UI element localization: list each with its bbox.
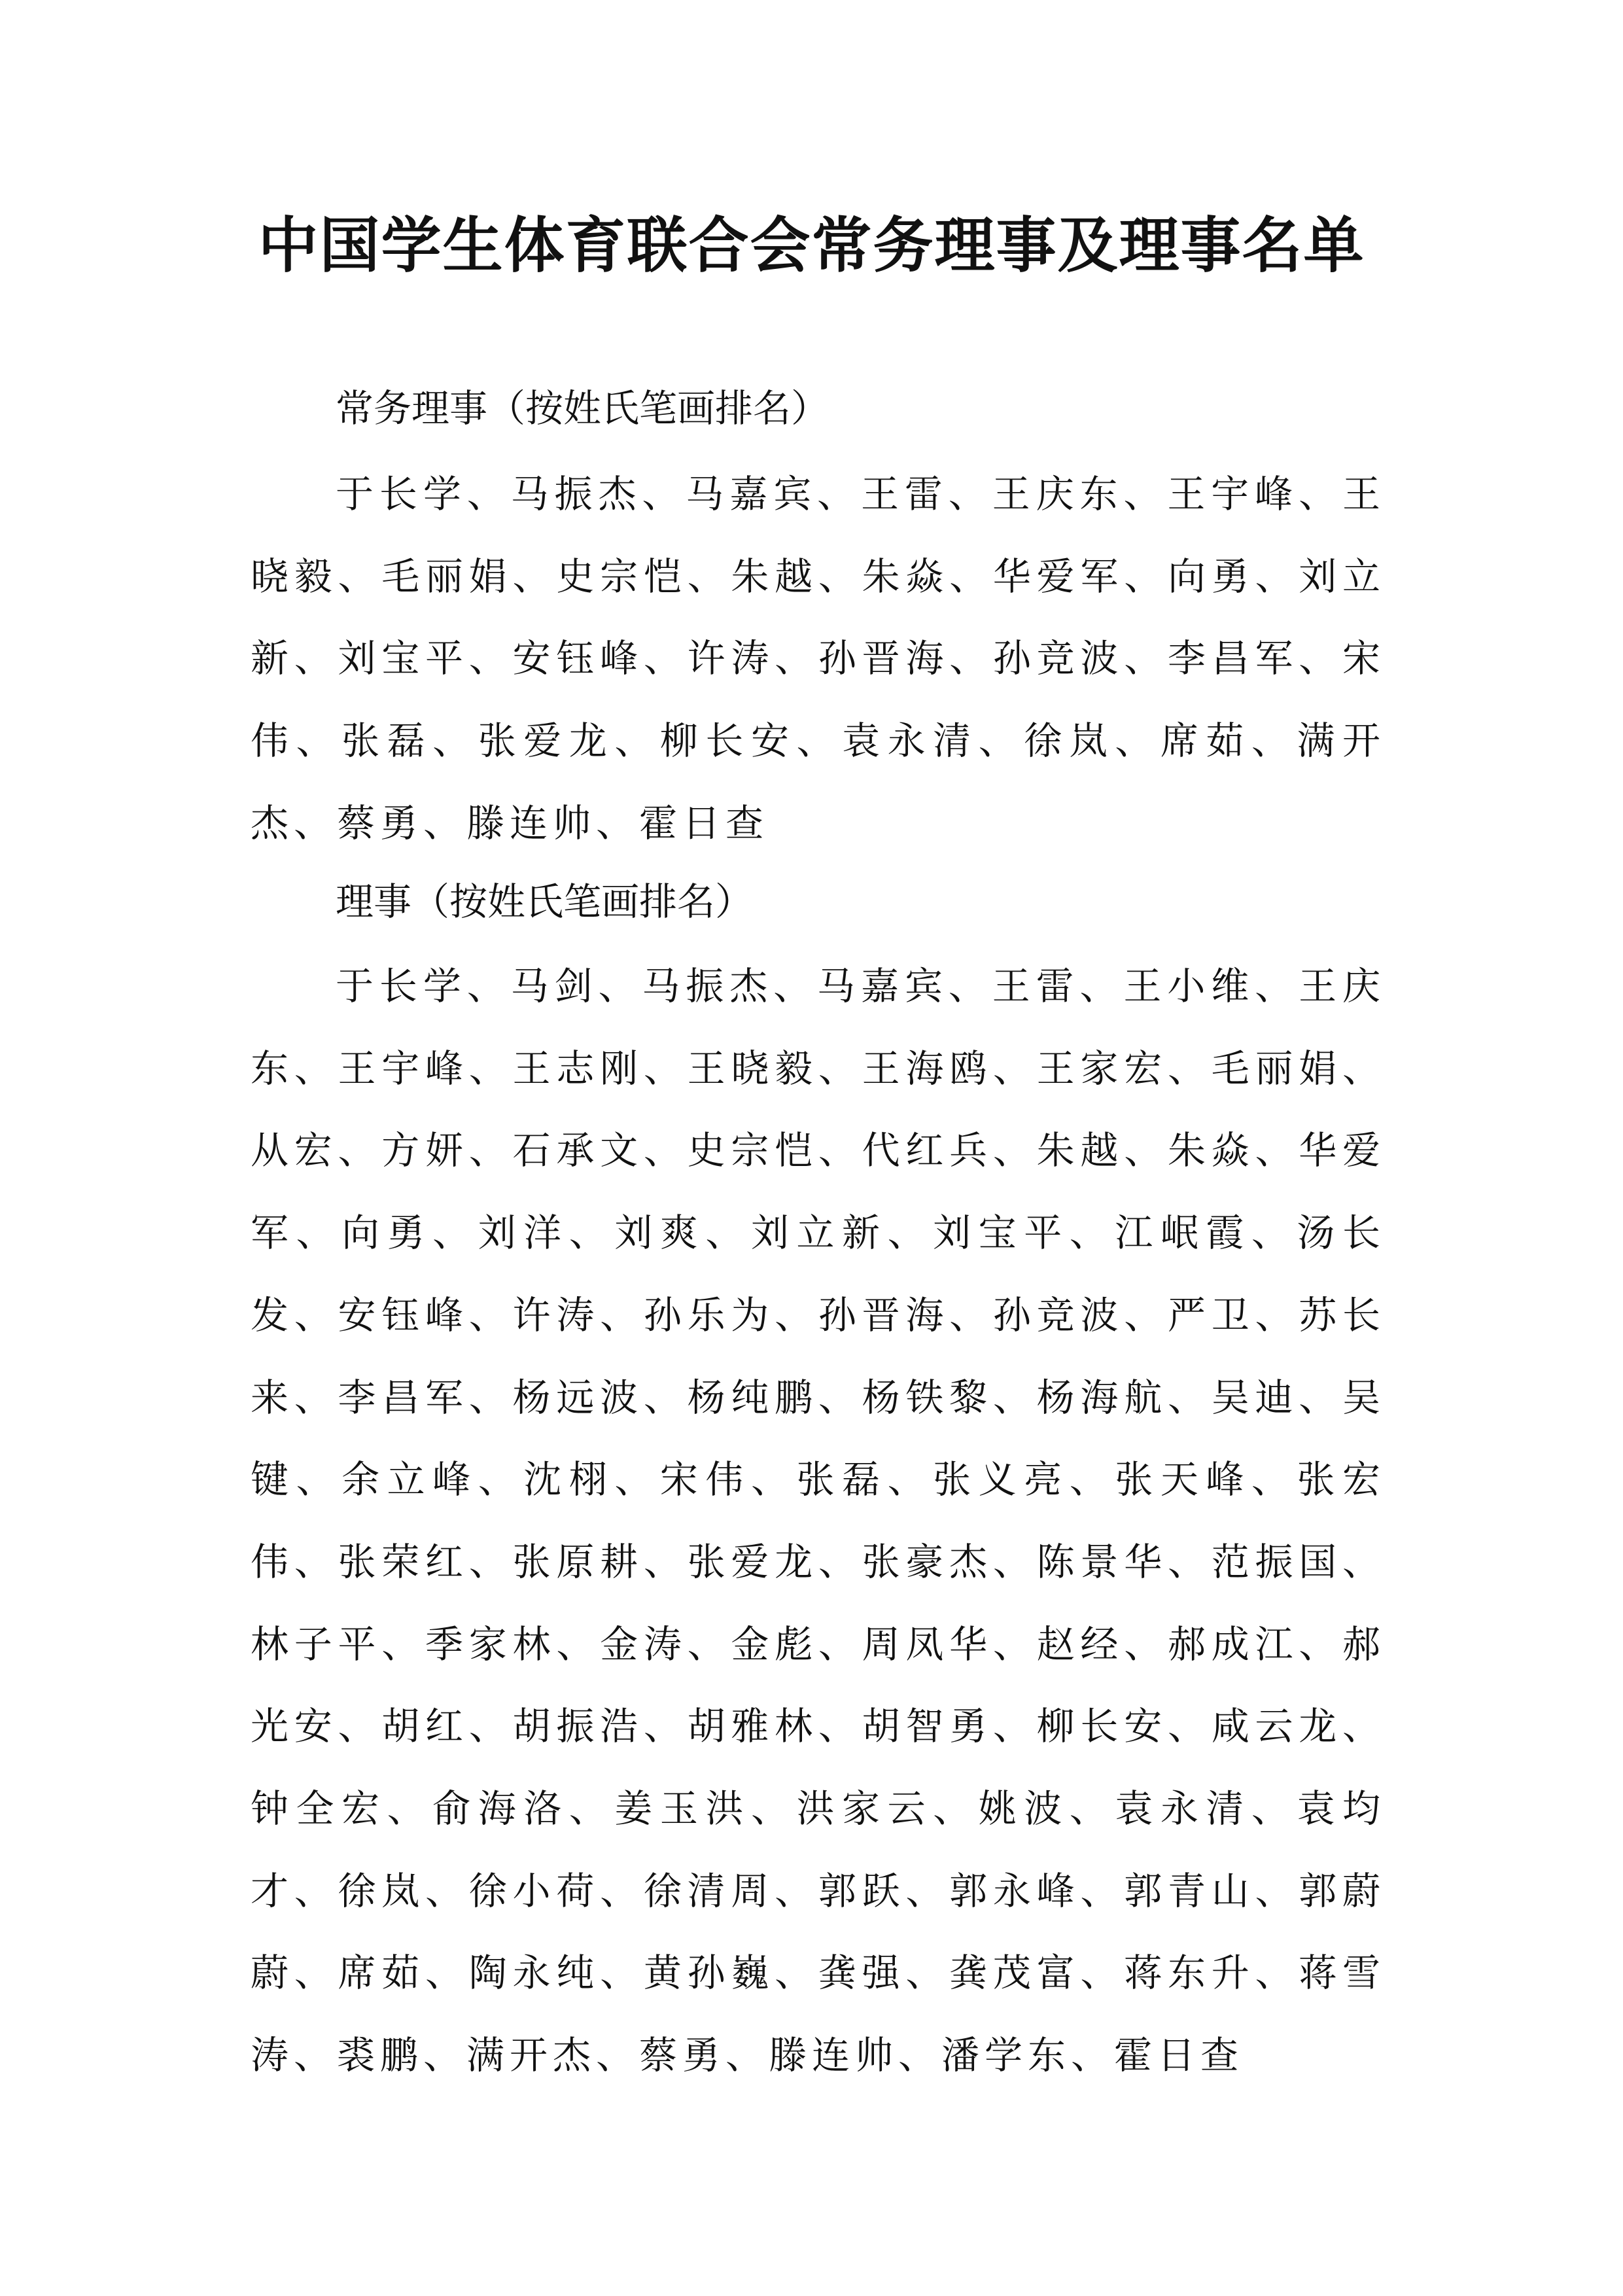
standing-directors-heading: 常务理事（按姓氏笔画排名） — [336, 386, 829, 431]
document-title: 中国学生体育联合会常务理事及理事名单 — [258, 210, 1365, 281]
standing-directors-list: 于长学、马振杰、马嘉宾、王雷、王庆东、王宇峰、王晓毅、毛丽娟、史宗恺、朱越、朱焱、华爱军、向勇、刘立新、刘宝平、安钰峰、许涛、孙晋海、孙竞波、李昌军、宋伟、张磊、张爱龙、柳长安、袁永清、徐岚、席茹、满开杰、蔡勇、滕连帅、霍日查 — [251, 472, 1386, 845]
directors-list: 于长学、马剑、马振杰、马嘉宾、王雷、王小维、王庆东、王宇峰、王志刚、王晓毅、王海鸥、王家宏、毛丽娟、从宏、方妍、石承文、史宗恺、代红兵、朱越、朱焱、华爱军、向勇、刘洋、刘爽、刘立新、刘宝平、江岷霞、汤长发、安钰峰、许涛、孙乐为、孙晋海、孙竞波、严卫、苏长来、李昌军、杨远波、杨纯鹏、杨铁黎、杨海航、吴迪、吴键、余立峰、沈栩、宋伟、张磊、张义亮、张天峰、张宏伟、张荣红、张原耕、张爱龙、张豪杰、陈景华、范振国、林子平、季家林、金涛、金彪、周凤华、赵经、郝成江、郝光安、胡红、胡振浩、胡雅林、胡智勇、柳长安、咸云龙、钟全宏、俞海洛、姜玉洪、洪家云、姚波、袁永清、袁均才、徐岚、徐小荷、徐清周、郭跃、郭永峰、郭青山、郭蔚蔚、席茹、陶永纯、黄孙巍、龚强、龚茂富、蒋东升、蒋雪涛、裘鹏、满开杰、蔡勇、滕连帅、潘学东、霍日查 — [251, 964, 1386, 2078]
directors-heading: 理事（按姓氏笔画排名） — [336, 879, 754, 924]
